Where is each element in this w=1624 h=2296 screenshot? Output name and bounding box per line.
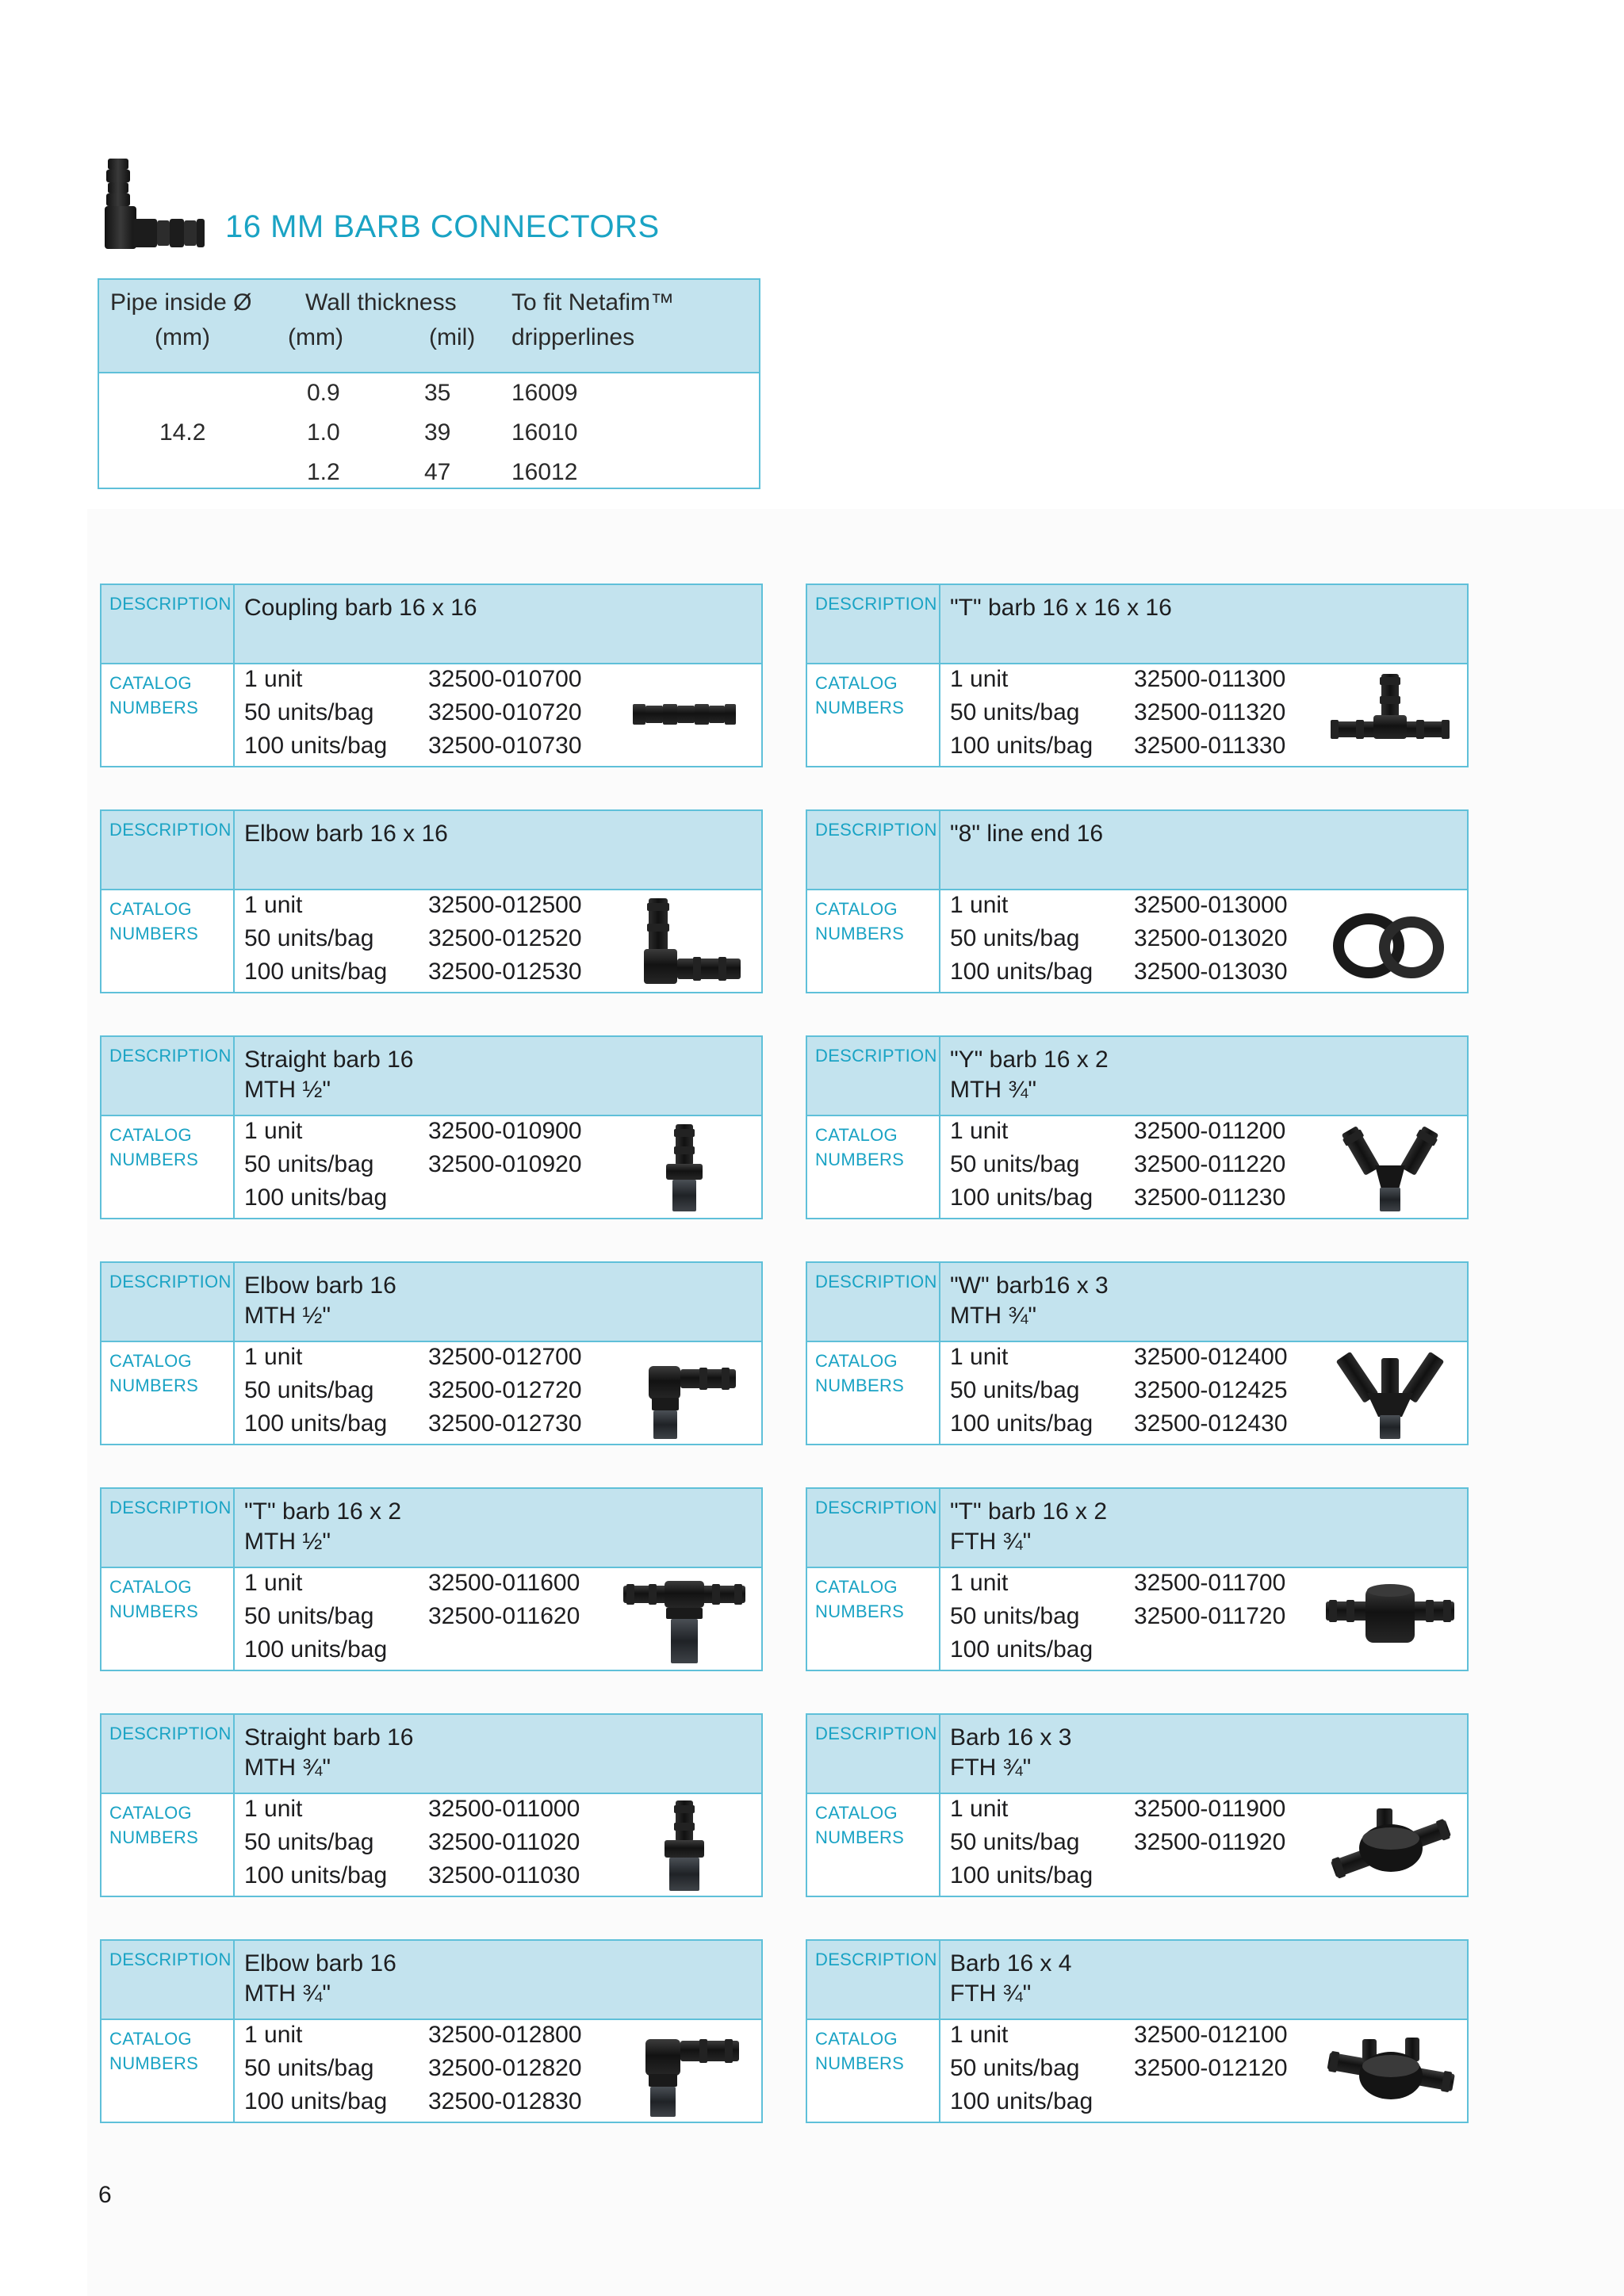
pack-quantity: 100 units/bag bbox=[950, 2088, 1094, 2114]
catalog-number: 32500-012700 bbox=[428, 1344, 582, 1370]
catalog-label: CATALOG NUMBERS bbox=[815, 1125, 905, 1169]
product-description: Elbow barb 16 MTH ½" bbox=[244, 1272, 396, 1329]
catalog-label: CATALOG NUMBERS bbox=[109, 1125, 199, 1169]
product-description: "T" barb 16 x 2 MTH ½" bbox=[244, 1498, 402, 1555]
pack-quantity: 1 unit bbox=[244, 666, 303, 692]
description-label: DESCRIPTION bbox=[109, 1724, 232, 1743]
pack-quantity: 1 unit bbox=[244, 892, 303, 918]
product-description: "W" barb16 x 3 MTH ¾" bbox=[950, 1272, 1109, 1329]
catalog-number: 32500-012830 bbox=[428, 2088, 582, 2114]
fit-subheader: dripperlines bbox=[511, 324, 635, 350]
product-card bbox=[100, 1713, 763, 1897]
column-divider bbox=[939, 1263, 940, 1444]
wall-mil-value: 35 bbox=[424, 380, 451, 406]
wall-mm-value: 0.9 bbox=[307, 380, 340, 406]
coupling-icon bbox=[617, 666, 752, 766]
wall-header: Wall thickness bbox=[305, 289, 457, 316]
catalog-label: CATALOG NUMBERS bbox=[815, 1803, 905, 1847]
product-description: Barb 16 x 3 FTH ¾" bbox=[950, 1724, 1072, 1781]
column-divider bbox=[939, 1037, 940, 1218]
product-description: Elbow barb 16 x 16 bbox=[244, 821, 448, 847]
catalog-label: CATALOG NUMBERS bbox=[815, 1577, 905, 1621]
pack-quantity: 50 units/bag bbox=[950, 925, 1080, 951]
pack-quantity: 1 unit bbox=[950, 892, 1009, 918]
product-card bbox=[806, 1035, 1469, 1219]
catalog-number: 32500-011020 bbox=[428, 1829, 580, 1855]
catalog-label: CATALOG NUMBERS bbox=[815, 673, 905, 718]
pack-quantity: 50 units/bag bbox=[950, 699, 1080, 725]
description-label: DESCRIPTION bbox=[815, 1272, 937, 1292]
product-description: Barb 16 x 4 FTH ¾" bbox=[950, 1950, 1072, 2007]
straight-barb-34-icon bbox=[617, 1796, 752, 1896]
description-label: DESCRIPTION bbox=[109, 820, 232, 840]
pack-quantity: 50 units/bag bbox=[244, 1151, 374, 1177]
catalog-number: 32500-010720 bbox=[428, 699, 582, 725]
column-divider bbox=[939, 811, 940, 992]
pack-quantity: 50 units/bag bbox=[950, 1829, 1080, 1855]
pack-quantity: 50 units/bag bbox=[244, 1603, 374, 1629]
pack-quantity: 1 unit bbox=[950, 1570, 1009, 1596]
catalog-number: 32500-011030 bbox=[428, 1862, 580, 1888]
column-divider bbox=[233, 585, 235, 766]
catalog-number: 32500-012430 bbox=[1134, 1410, 1288, 1437]
catalog-label: CATALOG NUMBERS bbox=[109, 899, 199, 943]
product-card bbox=[806, 1713, 1469, 1897]
tee-icon bbox=[1323, 666, 1457, 766]
catalog-label: CATALOG NUMBERS bbox=[815, 899, 905, 943]
product-description: Coupling barb 16 x 16 bbox=[244, 595, 477, 621]
catalog-number: 32500-011900 bbox=[1134, 1796, 1286, 1822]
description-label: DESCRIPTION bbox=[815, 1046, 937, 1066]
elbow-connector-icon bbox=[102, 155, 206, 254]
pack-quantity: 100 units/bag bbox=[244, 1636, 388, 1663]
pack-quantity: 100 units/bag bbox=[244, 733, 388, 759]
description-label: DESCRIPTION bbox=[109, 1498, 232, 1517]
pack-quantity: 50 units/bag bbox=[950, 1377, 1080, 1403]
description-label: DESCRIPTION bbox=[815, 820, 937, 840]
pack-quantity: 1 unit bbox=[950, 666, 1009, 692]
column-divider bbox=[233, 1263, 235, 1444]
catalog-number: 32500-011000 bbox=[428, 1796, 580, 1822]
pack-quantity: 100 units/bag bbox=[244, 2088, 388, 2114]
wall-mil-unit: (mil) bbox=[429, 324, 476, 350]
elbow-mth-icon bbox=[617, 1344, 752, 1444]
catalog-number: 32500-012730 bbox=[428, 1410, 582, 1437]
catalog-number: 32500-012530 bbox=[428, 959, 582, 985]
barb-4-way-icon bbox=[1323, 2022, 1457, 2122]
column-divider bbox=[233, 1941, 235, 2122]
description-label: DESCRIPTION bbox=[109, 1950, 232, 1969]
wall-mil-value: 39 bbox=[424, 419, 451, 446]
catalog-label: CATALOG NUMBERS bbox=[109, 1577, 199, 1621]
column-divider bbox=[233, 1489, 235, 1670]
wall-mil-value: 47 bbox=[424, 459, 451, 485]
catalog-number: 32500-011720 bbox=[1134, 1603, 1286, 1629]
column-divider bbox=[939, 585, 940, 766]
pack-quantity: 100 units/bag bbox=[950, 1184, 1094, 1211]
catalog-number: 32500-010700 bbox=[428, 666, 582, 692]
product-card bbox=[100, 1487, 763, 1671]
product-card bbox=[806, 1939, 1469, 2123]
product-card bbox=[806, 1487, 1469, 1671]
catalog-number: 32500-012500 bbox=[428, 892, 582, 918]
product-description: Straight barb 16 MTH ¾" bbox=[244, 1724, 414, 1781]
description-label: DESCRIPTION bbox=[109, 1046, 232, 1066]
catalog-label: CATALOG NUMBERS bbox=[815, 2029, 905, 2073]
product-description: "Y" barb 16 x 2 MTH ¾" bbox=[950, 1047, 1109, 1103]
pack-quantity: 100 units/bag bbox=[950, 1636, 1094, 1663]
product-description: Straight barb 16 MTH ½" bbox=[244, 1047, 414, 1103]
column-divider bbox=[939, 1489, 940, 1670]
product-description: "8" line end 16 bbox=[950, 821, 1104, 847]
product-description: "T" barb 16 x 2 FTH ¾" bbox=[950, 1498, 1108, 1555]
catalog-number: 32500-011330 bbox=[1134, 733, 1286, 759]
page-title: 16 MM BARB CONNECTORS bbox=[225, 209, 660, 244]
pack-quantity: 50 units/bag bbox=[244, 699, 374, 725]
wall-mm-value: 1.2 bbox=[307, 459, 340, 485]
catalog-label: CATALOG NUMBERS bbox=[109, 1803, 199, 1847]
pack-quantity: 50 units/bag bbox=[244, 1829, 374, 1855]
catalog-label: CATALOG NUMBERS bbox=[109, 2029, 199, 2073]
column-divider bbox=[233, 1037, 235, 1218]
description-label: DESCRIPTION bbox=[109, 594, 232, 614]
catalog-number: 32500-012100 bbox=[1134, 2022, 1288, 2048]
product-card bbox=[100, 1261, 763, 1445]
pack-quantity: 50 units/bag bbox=[244, 925, 374, 951]
pack-quantity: 50 units/bag bbox=[244, 1377, 374, 1403]
pipe-header: Pipe inside Ø bbox=[110, 289, 252, 316]
column-divider bbox=[939, 1715, 940, 1896]
catalog-number: 32500-012820 bbox=[428, 2055, 582, 2081]
barb-3-way-icon bbox=[1323, 1796, 1457, 1896]
catalog-label: CATALOG NUMBERS bbox=[109, 1351, 199, 1395]
product-card bbox=[100, 1035, 763, 1219]
pack-quantity: 100 units/bag bbox=[950, 959, 1094, 985]
column-divider bbox=[233, 1715, 235, 1896]
description-label: DESCRIPTION bbox=[815, 1724, 937, 1743]
catalog-number: 32500-012520 bbox=[428, 925, 582, 951]
product-card bbox=[806, 809, 1469, 993]
catalog-number: 32500-012400 bbox=[1134, 1344, 1288, 1370]
w-barb-icon bbox=[1323, 1344, 1457, 1444]
pipe-value: 14.2 bbox=[159, 419, 206, 446]
description-label: DESCRIPTION bbox=[109, 1272, 232, 1292]
straight-barb-icon bbox=[617, 1118, 752, 1218]
product-description: Elbow barb 16 MTH ¾" bbox=[244, 1950, 396, 2007]
pack-quantity: 100 units/bag bbox=[244, 959, 388, 985]
pipe-unit: (mm) bbox=[155, 324, 210, 350]
pack-quantity: 1 unit bbox=[950, 1344, 1009, 1370]
catalog-number: 32500-012800 bbox=[428, 2022, 582, 2048]
fit-header: To fit Netafim™ bbox=[511, 289, 675, 316]
model-value: 16009 bbox=[511, 380, 578, 406]
elbow-icon bbox=[617, 892, 752, 992]
catalog-number: 32500-012425 bbox=[1134, 1377, 1288, 1403]
pack-quantity: 1 unit bbox=[244, 1344, 303, 1370]
catalog-number: 32500-013030 bbox=[1134, 959, 1288, 985]
pack-quantity: 1 unit bbox=[244, 2022, 303, 2048]
catalog-number: 32500-013000 bbox=[1134, 892, 1288, 918]
product-card bbox=[100, 809, 763, 993]
pack-quantity: 1 unit bbox=[950, 1796, 1009, 1822]
pack-quantity: 100 units/bag bbox=[244, 1410, 388, 1437]
y-barb-icon bbox=[1323, 1118, 1457, 1218]
catalog-number: 32500-012120 bbox=[1134, 2055, 1288, 2081]
catalog-number: 32500-011320 bbox=[1134, 699, 1286, 725]
pack-quantity: 50 units/bag bbox=[950, 1151, 1080, 1177]
pack-quantity: 100 units/bag bbox=[950, 1410, 1094, 1437]
catalog-number: 32500-011230 bbox=[1134, 1184, 1286, 1211]
model-value: 16010 bbox=[511, 419, 578, 446]
page-number: 6 bbox=[98, 2182, 112, 2208]
catalog-number: 32500-011300 bbox=[1134, 666, 1286, 692]
tee-fth-icon bbox=[1323, 1570, 1457, 1670]
column-divider bbox=[939, 1941, 940, 2122]
catalog-number: 32500-011600 bbox=[428, 1570, 580, 1596]
catalog-number: 32500-011700 bbox=[1134, 1570, 1286, 1596]
catalog-number: 32500-010920 bbox=[428, 1151, 582, 1177]
pack-quantity: 100 units/bag bbox=[950, 1862, 1094, 1888]
pack-quantity: 100 units/bag bbox=[244, 1862, 388, 1888]
product-card bbox=[100, 1939, 763, 2123]
catalog-number: 32500-011620 bbox=[428, 1603, 580, 1629]
elbow-mth-34-icon bbox=[617, 2022, 752, 2122]
description-label: DESCRIPTION bbox=[815, 1498, 937, 1517]
pack-quantity: 100 units/bag bbox=[244, 1184, 388, 1211]
catalog-number: 32500-010730 bbox=[428, 733, 582, 759]
wall-mm-unit: (mm) bbox=[288, 324, 343, 350]
description-label: DESCRIPTION bbox=[815, 594, 937, 614]
pack-quantity: 50 units/bag bbox=[950, 1603, 1080, 1629]
pack-quantity: 100 units/bag bbox=[950, 733, 1094, 759]
figure-eight-icon bbox=[1323, 892, 1457, 992]
product-card bbox=[806, 1261, 1469, 1445]
wall-mm-value: 1.0 bbox=[307, 419, 340, 446]
catalog-number: 32500-012720 bbox=[428, 1377, 582, 1403]
pack-quantity: 1 unit bbox=[950, 2022, 1009, 2048]
catalog-number: 32500-011200 bbox=[1134, 1118, 1286, 1144]
catalog-number: 32500-013020 bbox=[1134, 925, 1288, 951]
pack-quantity: 1 unit bbox=[950, 1118, 1009, 1144]
product-card bbox=[806, 584, 1469, 767]
pack-quantity: 50 units/bag bbox=[244, 2055, 374, 2081]
pack-quantity: 1 unit bbox=[244, 1796, 303, 1822]
product-description: "T" barb 16 x 16 x 16 bbox=[950, 595, 1172, 621]
catalog-number: 32500-010900 bbox=[428, 1118, 582, 1144]
product-card bbox=[100, 584, 763, 767]
catalog-number: 32500-011220 bbox=[1134, 1151, 1286, 1177]
description-label: DESCRIPTION bbox=[815, 1950, 937, 1969]
model-value: 16012 bbox=[511, 459, 578, 485]
pack-quantity: 1 unit bbox=[244, 1118, 303, 1144]
catalog-number: 32500-011920 bbox=[1134, 1829, 1286, 1855]
catalog-label: CATALOG NUMBERS bbox=[815, 1351, 905, 1395]
pack-quantity: 1 unit bbox=[244, 1570, 303, 1596]
spec-table bbox=[98, 278, 760, 489]
tee-mth-icon bbox=[617, 1570, 752, 1670]
column-divider bbox=[233, 811, 235, 992]
catalog-label: CATALOG NUMBERS bbox=[109, 673, 199, 718]
pack-quantity: 50 units/bag bbox=[950, 2055, 1080, 2081]
